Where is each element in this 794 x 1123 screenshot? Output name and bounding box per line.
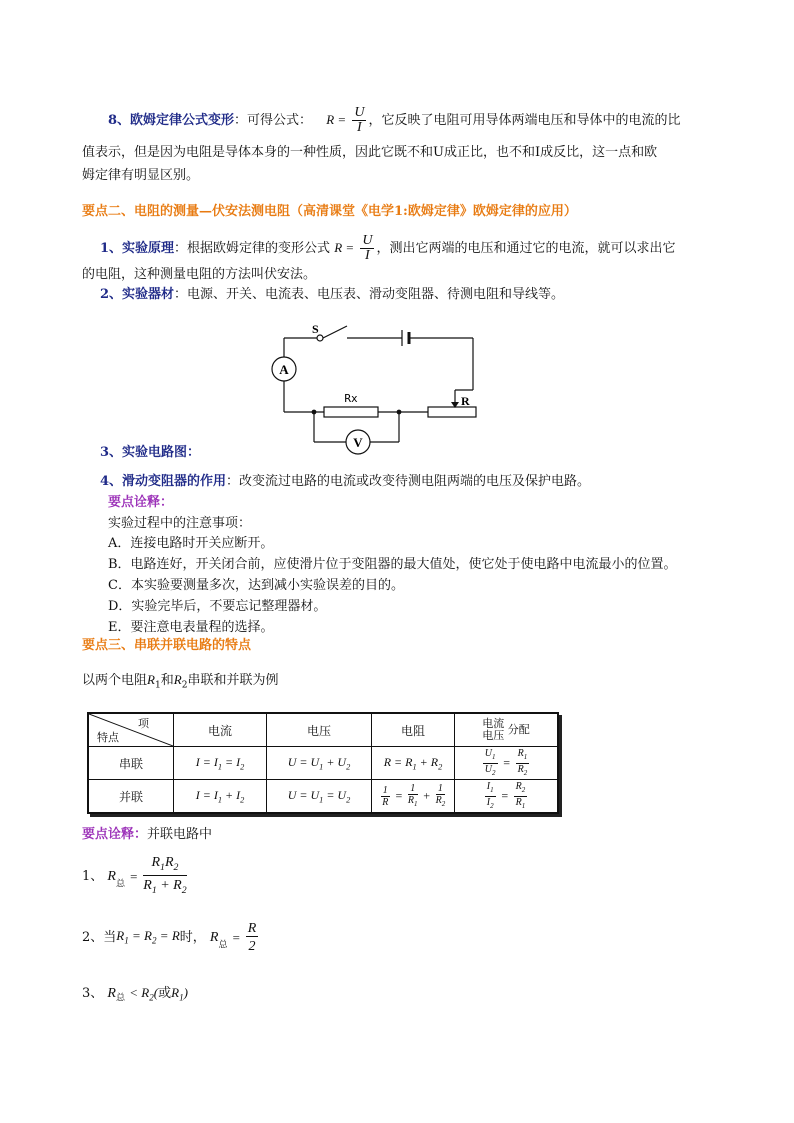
item8-text2: 值表示，但是因为电阻是导体本身的一种性质，因此它既不和U成正比，也不和I成反比，这一点和欧 [82, 145, 658, 160]
parallel-voltage: $U = U_1 = U_2$ [267, 780, 372, 814]
parallel-current: $I = I_1 + I_2$ [174, 780, 267, 814]
voltmeter-label: V [353, 435, 363, 450]
rheostat-role-text: ：改变流过电路的电流或改变待测电阻两端的电压及保护电路。 [226, 474, 591, 489]
parallel-allocation: $\frac{I_1}{I_2}$ = $\frac{R_2}{R_1}$ [455, 780, 559, 814]
section3-note [82, 826, 212, 844]
table-header-row [88, 713, 558, 747]
rheostat-label: R [461, 394, 470, 408]
corner-top-label: 项 [138, 717, 149, 730]
principle-text2: 的电阻，这种测量电阻的方法叫伏安法。 [82, 267, 317, 282]
formula-3: 3、 $R_总 < R_2$(或$R_1$) [82, 985, 188, 1004]
comparison-table [87, 712, 559, 814]
item8-text3: 姆定律有明显区别。 [82, 168, 200, 183]
ammeter-label: A [279, 362, 289, 377]
junction-right-icon [397, 410, 402, 415]
rheostat-body [428, 407, 476, 417]
section2-heading: 要点二、电阻的测量—伏安法测电阻（高清课堂《电学1:欧姆定律》欧姆定律的应用） [82, 204, 577, 219]
note-item-c: C．本实验要测量多次，达到减小实验误差的目的。 [108, 578, 404, 593]
table-row-series [88, 747, 558, 780]
switch-blade [323, 326, 347, 338]
circuit-label: 3、实验电路图 [100, 445, 188, 460]
section3-heading: 要点三、串联并联电路的特点 [82, 638, 252, 653]
note-intro: 实验过程中的注意事项： [108, 516, 252, 531]
note-item-e: E．要注意电表量程的选择。 [108, 620, 274, 635]
section3-note-title: 要点诠释： [82, 827, 148, 842]
note-item-b: B．电路连好，开关闭合前，应使滑片位于变阻器的最大值处，使它处于使电路中电流最小的位置。 [108, 557, 677, 572]
item8-text1: ，它反映了电阻可用导体两端电压和导体中的电流的比 [368, 113, 681, 128]
corner-bottom-label: 特点 [97, 731, 119, 744]
header-current: 电流 [174, 713, 267, 747]
section3-intro: 以两个电阻$R_1$和$R_2$串联和并联为例 [82, 672, 279, 691]
principle-label: 1、实验原理 [100, 241, 175, 256]
note-item-a: A．连接电路时开关应断开。 [108, 536, 274, 551]
row-label-parallel: 并联 [88, 780, 174, 814]
formula-1: 1、 $R_总$ = $\frac{R_1R_2}{R_1 + R_2}$ [82, 855, 187, 896]
header-resistance: 电阻 [372, 713, 455, 747]
section3-note-text: 并联电路中 [147, 827, 213, 842]
resistor-rx-body [324, 407, 378, 417]
circuit-colon: ： [187, 445, 201, 460]
principle-lead: ：根据欧姆定律的变形公式 [174, 241, 331, 256]
junction-left-icon [312, 410, 317, 415]
principle-formula-lhs: R = [334, 240, 355, 255]
principle-fraction: $\frac{U}{I}$ [362, 233, 373, 263]
header-voltage: 电压 [267, 713, 372, 747]
formula-2: 2、当$R_1 = R_2 = R$时， $R_总$ = $\frac{R}{2}$ [82, 921, 257, 954]
series-resistance: $R = R_1 + R_2$ [372, 747, 455, 780]
resistor-label: Rx [344, 392, 358, 405]
item8-line1 [108, 106, 680, 135]
item8-label: 8、欧姆定律公式变形 [108, 113, 235, 128]
principle-line1 [100, 234, 675, 263]
equipment-line [100, 286, 564, 304]
row-label-series: 串联 [88, 747, 174, 780]
item8-fraction: $\frac{U}{I}$ [354, 105, 365, 135]
item8-lead: ：可得公式： [234, 113, 313, 128]
header-allocation: 电流 电压 分配 [455, 713, 559, 747]
table-row-parallel [88, 780, 558, 814]
item8-formula-lhs: R = [326, 112, 347, 127]
series-allocation: $\frac{U_1}{U_2}$ = $\frac{R_1}{R_2}$ [455, 747, 559, 780]
parallel-resistance: $\frac{1}{R}$ = $\frac{1}{R_1}$ + $\frac{1}{R_2}$ [372, 780, 455, 814]
table-corner [88, 713, 174, 747]
series-current: $I = I_1 = I_2$ [174, 747, 267, 780]
principle-text1: ，测出它两端的电压和通过它的电流，就可以求出它 [376, 241, 676, 256]
series-voltage: $U = U_1 + U_2$ [267, 747, 372, 780]
circuit-diagram [262, 318, 482, 458]
circuit-line [100, 444, 200, 462]
equipment-label: 2、实验器材 [100, 287, 175, 302]
rheostat-line [100, 473, 590, 491]
note-title: 要点诠释： [108, 495, 174, 510]
switch-label: S [312, 322, 319, 336]
rheostat-role-label: 4、滑动变阻器的作用 [100, 474, 227, 489]
note-item-d: D．实验完毕后，不要忘记整理器材。 [108, 599, 327, 614]
equipment-text: ：电源、开关、电流表、电压表、滑动变阻器、待测电阻和导线等。 [174, 287, 565, 302]
